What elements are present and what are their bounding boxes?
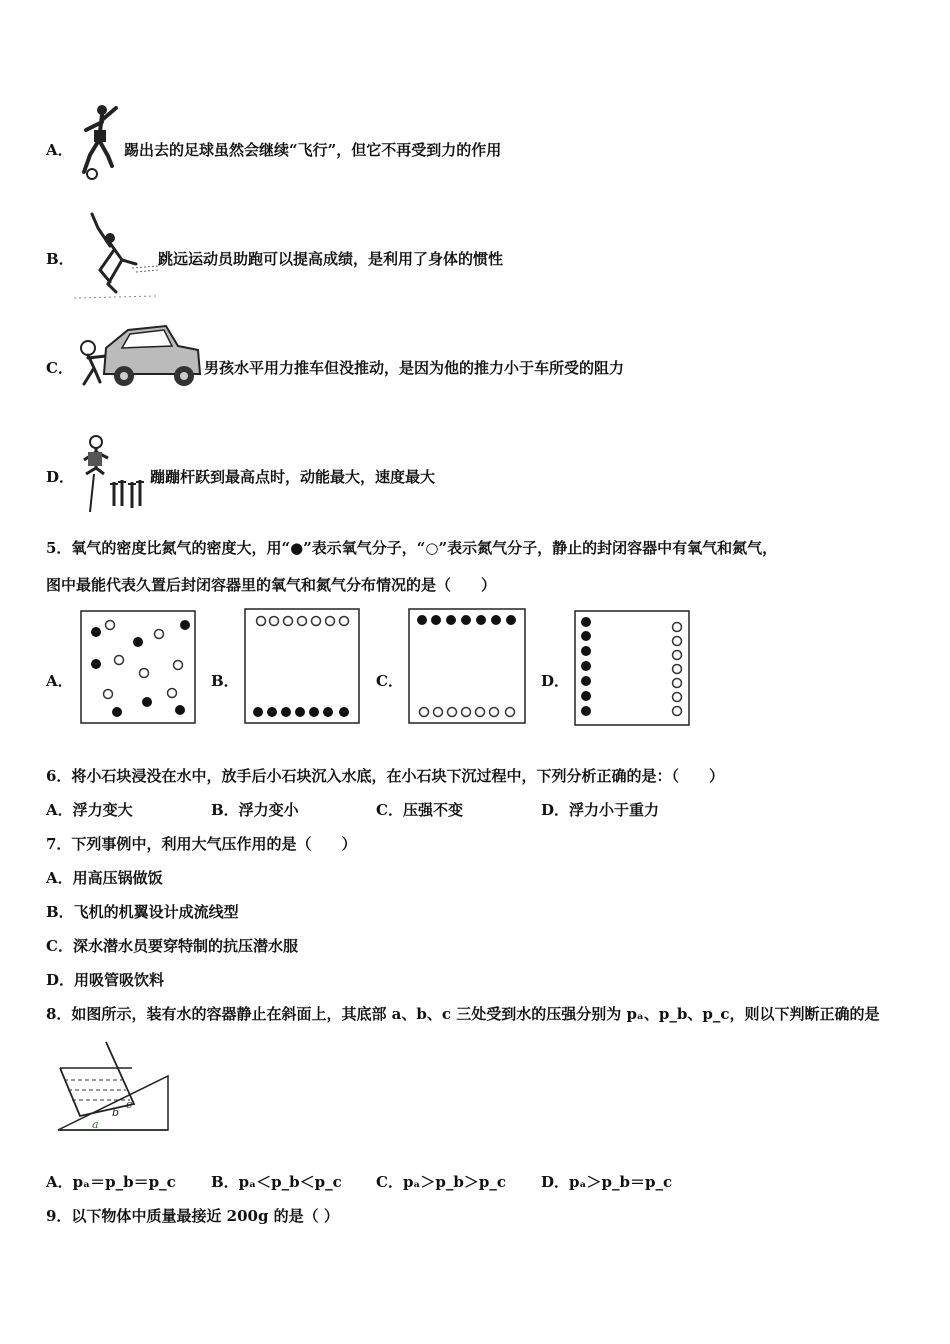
q6-option-c: C．压强不变: [376, 801, 463, 819]
point-c-label: c: [126, 1098, 133, 1111]
q6-stem: 6．将小石块浸没在水中，放手后小石块沉入水底，在小石块下沉过程中，下列分析正确的是：（ ）: [46, 767, 724, 785]
q5-option-c-label: C．: [376, 672, 403, 690]
q5-stem-line1: 5．氧气的密度比氮气的密度大，用“●”表示氧气分子，“○”表示氮气分子，静止的封闭容器中有氧气和氮气，: [46, 539, 778, 557]
q4-option-d-label: D．: [46, 468, 75, 486]
q6-option-a: A．浮力变大: [46, 801, 133, 819]
q8-option-a: A．pₐ＝p_b＝p_c: [46, 1173, 176, 1191]
q4-option-a-label: A．: [46, 141, 73, 159]
soccer-player-illustration: [72, 100, 122, 182]
container-on-incline-figure: [56, 1040, 172, 1136]
q4-option-b-label: B．: [46, 250, 74, 268]
q8-option-b: B．pₐ＜p_b＜p_c: [211, 1173, 342, 1191]
container-b-layered: [244, 608, 360, 724]
q6-option-d: D．浮力小于重力: [541, 801, 660, 819]
q6-option-b: B．浮力变小: [211, 801, 299, 819]
q7-option-c: C．深水潜水员要穿特制的抗压潜水服: [46, 937, 298, 955]
q4-option-a-text: 踢出去的足球虽然会继续“飞行”，但它不再受到力的作用: [124, 141, 502, 159]
q7-stem: 7．下列事例中，利用大气压作用的是（ ）: [46, 835, 357, 853]
container-c-layered: [408, 608, 526, 724]
q4-option-c-text: 男孩水平用力推车但没推动，是因为他的推力小于车所受的阻力: [204, 359, 625, 377]
q7-option-a: A．用高压锅做饭: [46, 869, 163, 887]
q4-option-d-text: 蹦蹦杆跃到最高点时，动能最大，速度最大: [150, 468, 436, 486]
point-b-label: b: [112, 1106, 120, 1119]
q5-option-a-label: A．: [46, 672, 73, 690]
boy-pushing-car-illustration: [74, 318, 202, 390]
q5-stem-line2: 图中最能代表久置后封闭容器里的氧气和氮气分布情况的是（ ）: [46, 576, 497, 594]
long-jumper-illustration: [70, 208, 162, 302]
q8-option-c: C．pₐ＞p_b＞p_c: [376, 1173, 507, 1191]
container-a-random-mix: [80, 610, 196, 724]
point-a-label: a: [92, 1118, 99, 1131]
q4-option-b-text: 跳远运动员助跑可以提高成绩，是利用了身体的惯性: [158, 250, 504, 268]
q5-option-d-label: D．: [541, 672, 570, 690]
container-d-side-by-side: [574, 610, 690, 726]
q8-stem: 8．如图所示，装有水的容器静止在斜面上，其底部 a、b、c 三处受到水的压强分别为 pₐ、p_b、p_c，则以下判断正确的是: [46, 1005, 880, 1023]
q4-option-c-label: C．: [46, 359, 73, 377]
q5-option-b-label: B．: [211, 672, 239, 690]
q7-option-d: D．用吸管吸饮料: [46, 971, 165, 989]
q8-option-d: D．pₐ＞p_b＝p_c: [541, 1173, 673, 1191]
pogo-stick-illustration: [78, 434, 150, 516]
q9-stem: 9．以下物体中质量最接近 200g 的是（ ）: [46, 1207, 339, 1225]
q7-option-b: B．飞机的机翼设计成流线型: [46, 903, 239, 921]
